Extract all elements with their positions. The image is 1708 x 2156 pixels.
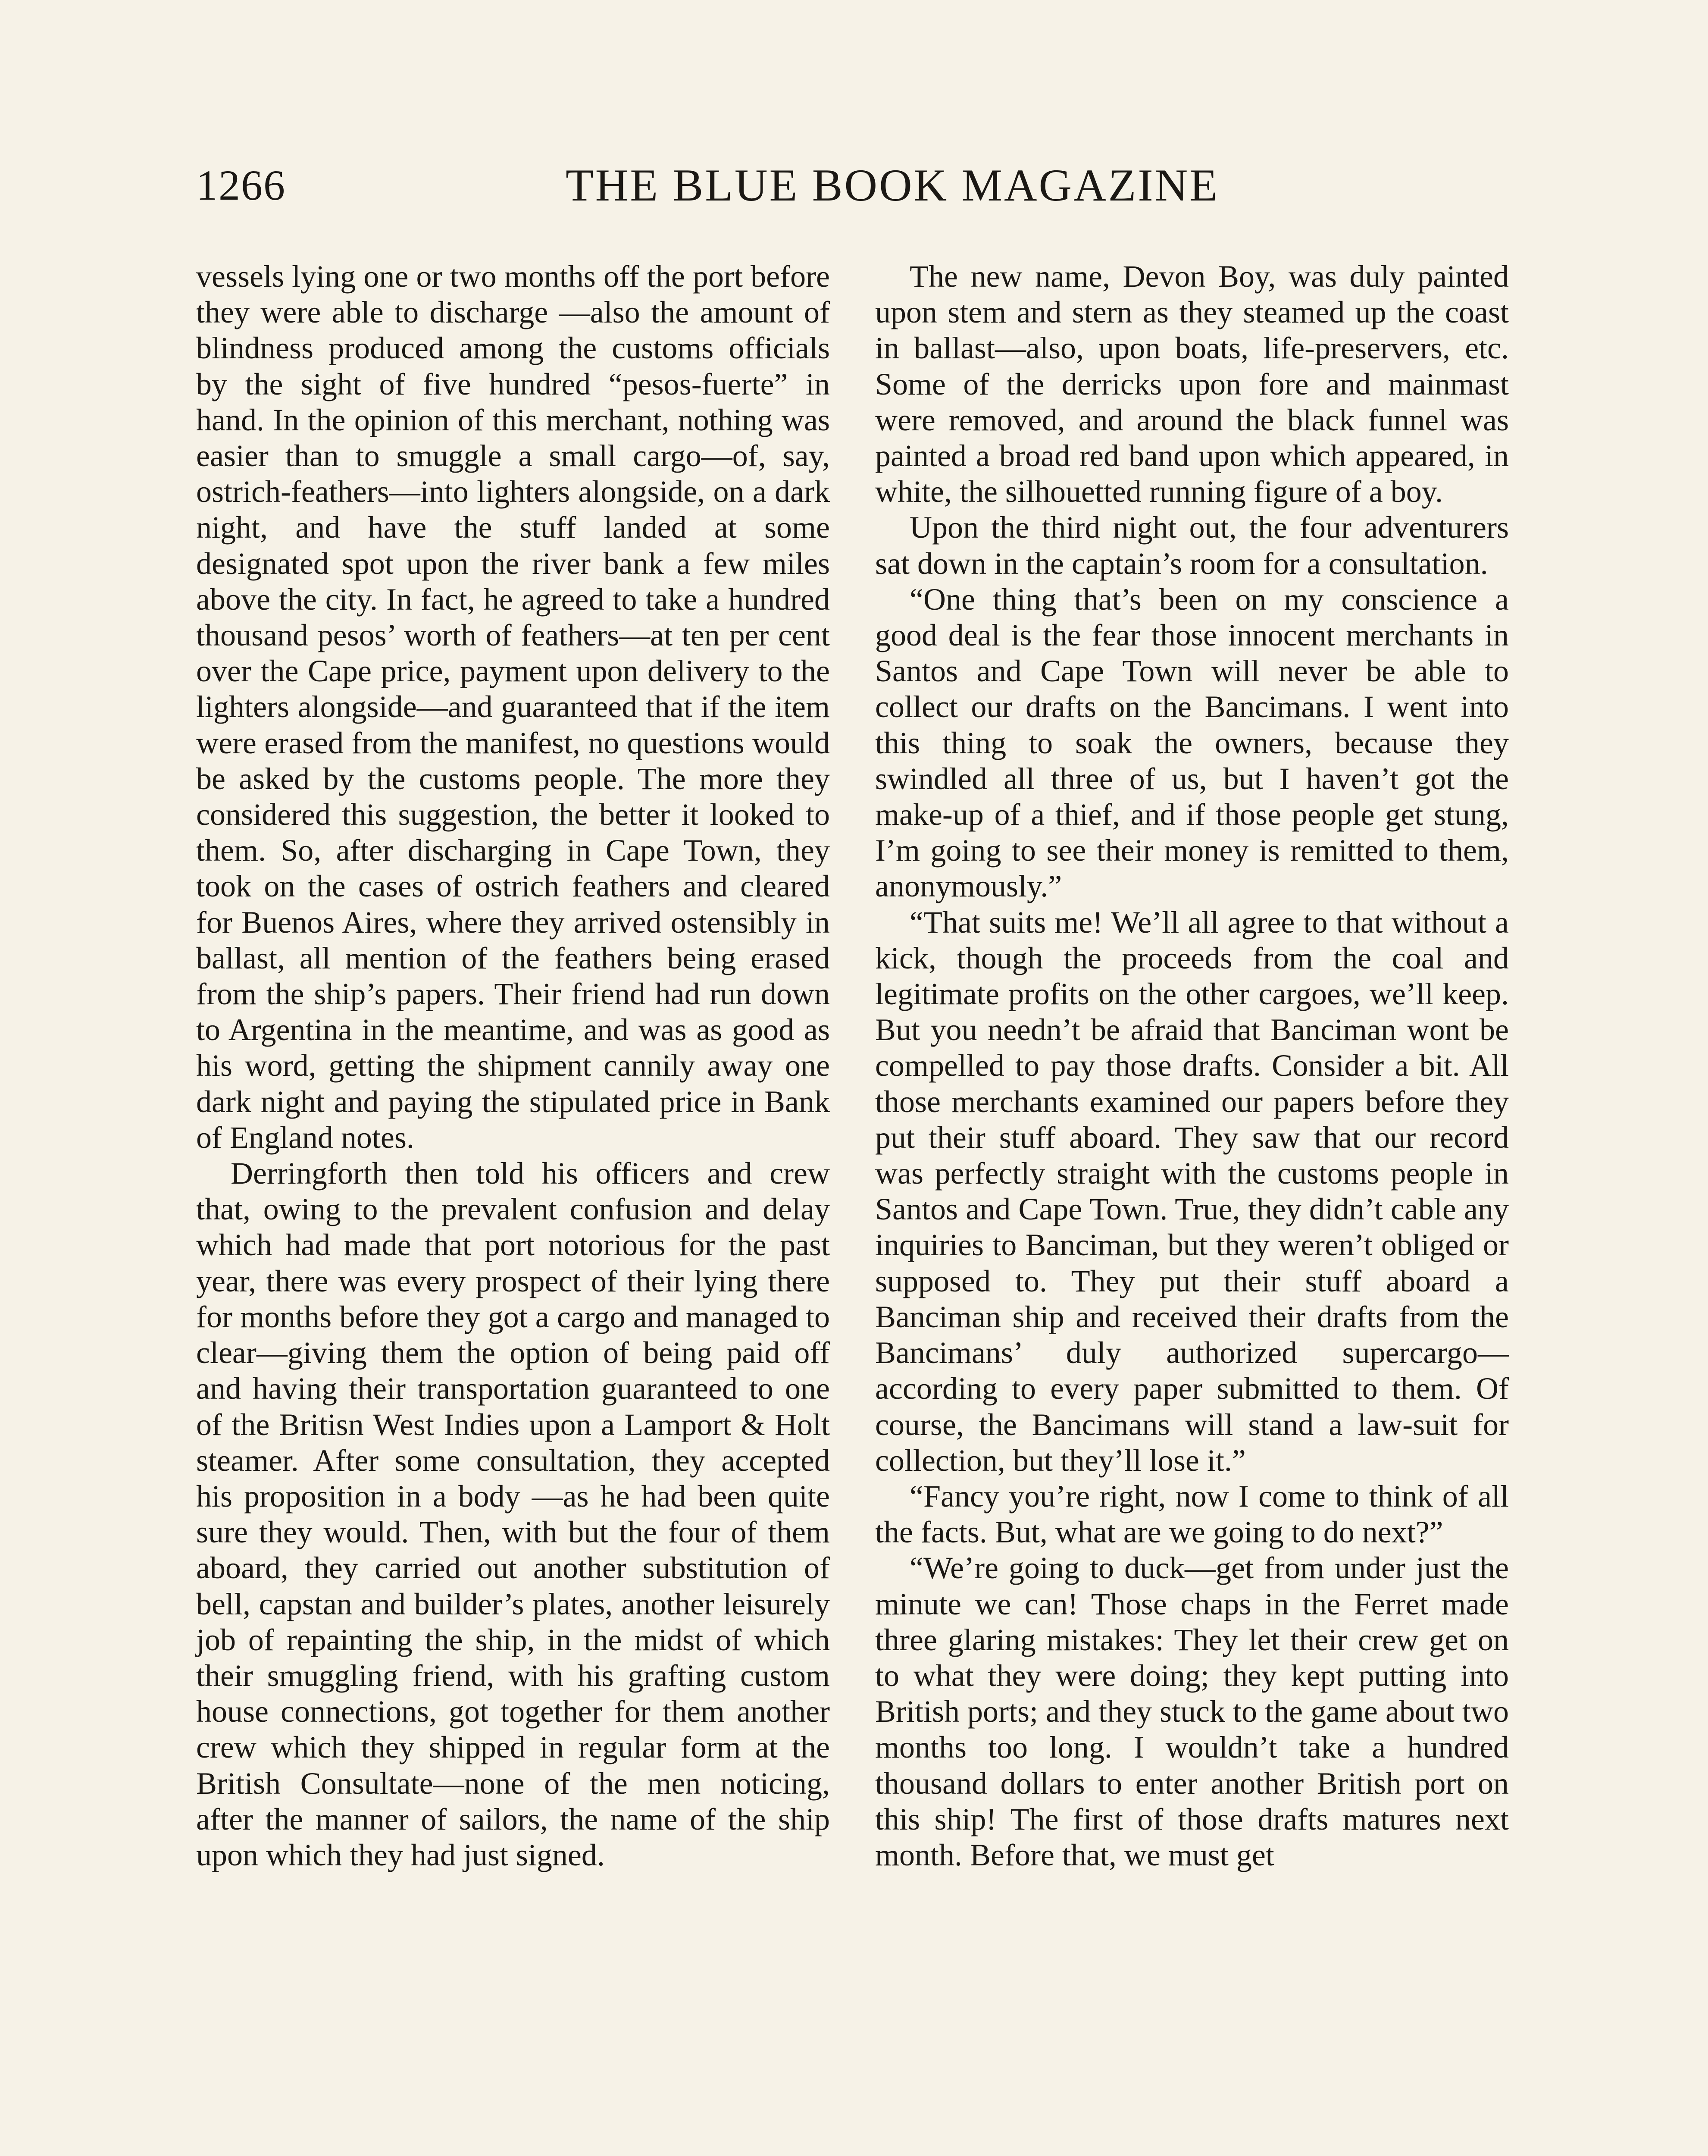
page-header — [196, 157, 1528, 222]
article-body — [196, 259, 1511, 2156]
paragraph: “That suits me! We’ll all agree to that without a kick, though the proceeds from the coal and legitimate profits on the other cargoes, we’ll keep. But you needn’t be afraid that Banciman wont be compelled to pay those drafts. Consider a bit. All those merchants examined our papers before they put their stuff aboard. They saw that our record was perfectly straight with the customs people in Santos and Cape Town. True, they didn’t cable any inquiries to Banciman, but they weren’t obliged or supposed to. They put their stuff aboard a Banciman ship and received their drafts from the Bancimans’ duly authorized supercargo—according to every paper submitted to them. Of course, the Bancimans will stand a law-suit for collection, but they’ll lose it.” — [875, 905, 1509, 1478]
paragraph: Derringforth then told his officers and crew that, owing to the prevalent confusion and delay which had made that port notorious for the past year, there was every prospect of their lying there for months before they got a cargo and managed to clear—giving them the option of being paid off and having their transportation guaranteed to one of the Britisn West Indies upon a Lamport & Holt steamer. After some consultation, they accepted his proposition in a body —as he had been quite sure they would. Then, with but the four of them aboard, they carried out another substitution of bell, capstan and builder’s plates, another leisurely job of repainting the ship, in the midst of which their smuggling friend, with his grafting custom house connections, got together for them another crew which they shipped in regular form at the British Consultate—none of the men noticing, after the manner of sailors, the name of the ship upon which they had just signed. — [196, 1156, 830, 1872]
paragraph: Upon the third night out, the four adventurers sat down in the captain’s room for a consultation. — [875, 510, 1509, 581]
page-number: 1266 — [196, 161, 286, 209]
right-column — [875, 259, 1509, 1873]
paragraph: “Fancy you’re right, now I come to think of all the facts. But, what are we going to do next?” — [875, 1479, 1509, 1550]
paragraph: vessels lying one or two months off the port before they were able to discharge —also the amount of blindness produced among the customs officials by the sight of five hundred “pesos-fuerte” in hand. In the opinion of this merchant, nothing was easier than to smuggle a small cargo—of, say, ostrich-feathers—into lighters alongside, on a dark night, and have the stuff landed at some designated spot upon the river bank a few miles above the city. In fact, he agreed to take a hundred thousand pesos’ worth of feathers—at ten per cent over the Cape price, payment upon delivery to the lighters alongside—and guaranteed that if the item were erased from the manifest, no questions would be asked by the customs people. The more they considered this suggestion, the better it looked to them. So, after discharging in Cape Town, they took on the cases of ostrich feathers and cleared for Buenos Aires, where they arrived ostensibly in ballast, all mention of the feathers being erased from the ship’s papers. Their friend had run down to Argentina in the meantime, and was as good as his word, getting the shipment cannily away one dark night and paying the stipulated price in Bank of England notes. — [196, 259, 830, 1155]
paragraph: The new name, Devon Boy, was duly painted upon stem and stern as they steamed up the coast in ballast—also, upon boats, life-preservers, etc. Some of the derricks upon fore and mainmast were removed, and around the black funnel was painted a broad red band upon which appeared, in white, the silhouetted running figure of a boy. — [875, 259, 1509, 509]
left-column — [196, 259, 830, 1873]
paragraph: “We’re going to duck—get from under just the minute we can! Those chaps in the Ferret made three glaring mistakes: They let their crew get on to what they were doing; they kept putting into British ports; and they stuck to the game about two months too long. I wouldn’t take a hundred thousand dollars to enter another British port on this ship! The first of those drafts matures next month. Before that, we must get — [875, 1551, 1509, 1872]
paragraph: “One thing that’s been on my conscience a good deal is the fear those innocent merchants in Santos and Cape Town will never be able to collect our drafts on the Bancimans. I went into this thing to soak the owners, because they swindled all three of us, but I haven’t got the make-up of a thief, and if those people get stung, I’m going to see their money is remitted to them, anonymously.” — [875, 582, 1509, 904]
magazine-title: THE BLUE BOOK MAGAZINE — [566, 160, 1219, 210]
